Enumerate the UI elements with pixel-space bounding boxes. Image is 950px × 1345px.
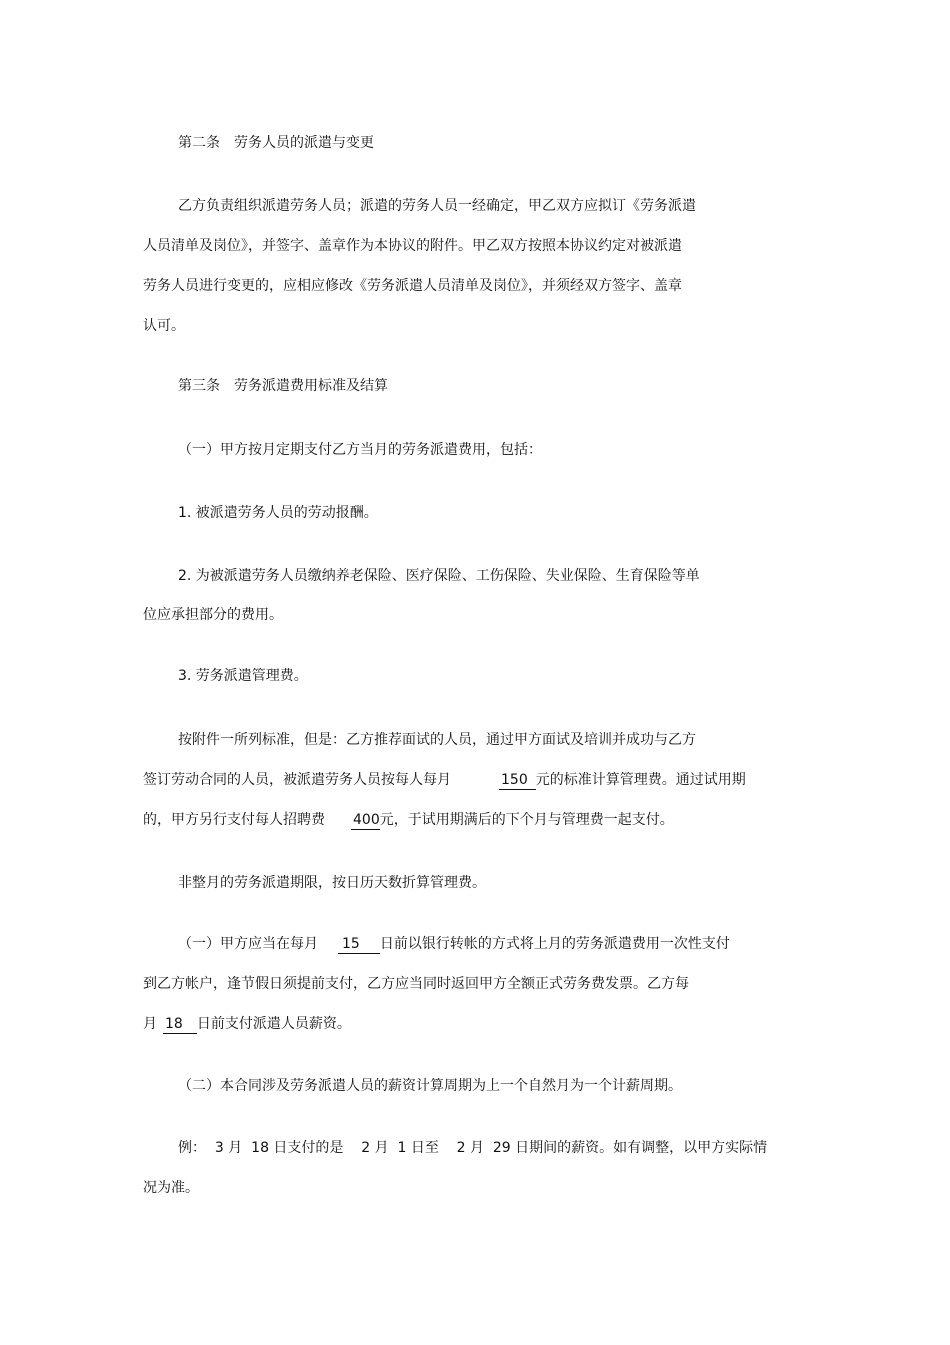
article2-heading: 第二条 劳务人员的派遣与变更 bbox=[178, 135, 374, 151]
recruit-fee-value: 400 bbox=[353, 812, 380, 828]
salary-example-line-1: 例： 3 月 18 日支付的是 2 月 1 日至 2 月 29 日期间的薪资。如有调整，以甲方实际情 bbox=[178, 1140, 768, 1156]
payment-line-1 bbox=[178, 934, 730, 954]
partial-month-rule: 非整月的劳务派遣期限，按日历天数折算管理费。 bbox=[178, 875, 486, 891]
fee-standard-line-2-text-a: 签订劳动合同的人员，被派遣劳务人员按每人每月 bbox=[143, 772, 451, 788]
fee-item-2-line-2: 位应承担部分的费用。 bbox=[143, 607, 283, 623]
payment-line-1-text-b: 日前以银行转帐的方式将上月的劳务派遣费用一次性支付 bbox=[379, 936, 730, 952]
article2-line-3: 劳务人员进行变更的，应相应修改《劳务派遣人员清单及岗位》，并须经双方签字、盖章 bbox=[143, 278, 682, 294]
fee-standard-line-3 bbox=[143, 810, 674, 830]
payment-line-3-text-a: 月 bbox=[143, 1016, 157, 1032]
payment-line-3 bbox=[143, 1014, 351, 1034]
monthly-fee-value: 150 bbox=[499, 772, 536, 790]
payment-day-value: 15 bbox=[338, 936, 380, 954]
salary-example-line-2: 况为准。 bbox=[143, 1180, 199, 1196]
fee-standard-line-1: 按附件一所列标准，但是：乙方推荐面试的人员，通过甲方面试及培训并成功与乙方 bbox=[178, 732, 696, 748]
article3-clause1-intro: （一）甲方按月定期支付乙方当月的劳务派遣费用，包括： bbox=[178, 442, 542, 458]
article2-line-1: 乙方负责组织派遣劳务人员；派遣的劳务人员一经确定，甲乙双方应拟订《劳务派遣 bbox=[178, 198, 696, 214]
article2-line-2: 人员清单及岗位》，并签字、盖章作为本协议的附件。甲乙双方按照本协议约定对被派遣 bbox=[143, 238, 682, 254]
article2-line-4: 认可。 bbox=[143, 318, 185, 334]
payment-line-1-text-a: （一）甲方应当在每月 bbox=[178, 936, 318, 952]
article3-heading: 第三条 劳务派遣费用标准及结算 bbox=[178, 378, 388, 394]
fee-standard-line-3-text-a: 的，甲方另行支付每人招聘费 bbox=[143, 812, 325, 828]
salary-day-value: 18 bbox=[163, 1016, 197, 1034]
fee-item-3: 3. 劳务派遣管理费。 bbox=[178, 668, 308, 684]
fee-standard-line-2-text-b: 元的标准计算管理费。通过试用期 bbox=[535, 772, 746, 788]
fee-item-2-line-1: 2. 为被派遣劳务人员缴纳养老保险、医疗保险、工伤保险、失业保险、生育保险等单 bbox=[178, 568, 700, 584]
fee-standard-line-3-text-b: 元，于试用期满后的下个月与管理费一起支付。 bbox=[379, 812, 674, 828]
payment-line-2: 到乙方帐户，逢节假日须提前支付，乙方应当同时返回甲方全额正式劳务费发票。乙方每 bbox=[143, 976, 689, 992]
fee-standard-line-2 bbox=[143, 770, 746, 790]
payment-line-3-text-b: 日前支付派遣人员薪资。 bbox=[196, 1016, 351, 1032]
fee-item-1: 1. 被派遣劳务人员的劳动报酬。 bbox=[178, 505, 378, 521]
salary-cycle-clause: （二）本合同涉及劳务派遣人员的薪资计算周期为上一个自然月为一个计薪周期。 bbox=[178, 1078, 682, 1094]
